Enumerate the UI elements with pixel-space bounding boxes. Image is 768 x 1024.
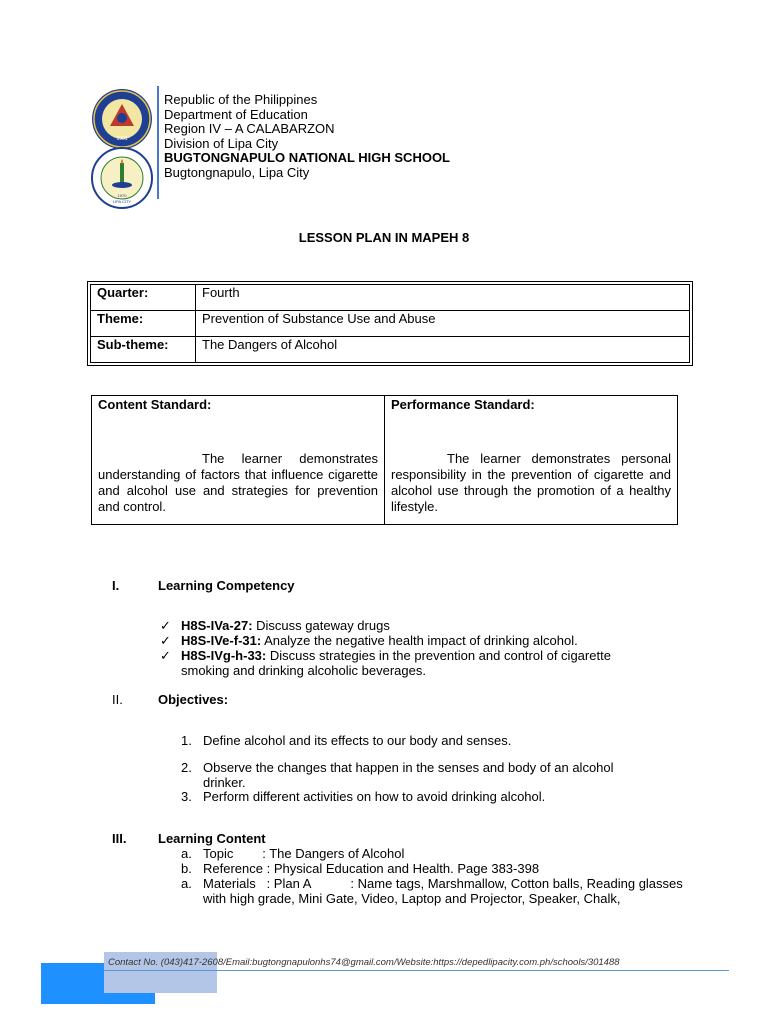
objective-text: Perform different activities on how to avoid drinking alcohol. xyxy=(203,789,546,804)
letterhead-line-republic: Republic of the Philippines xyxy=(164,92,318,107)
section-1-numeral: I. xyxy=(112,578,120,593)
list-item xyxy=(160,619,651,634)
competency-text: Analyze the negative health impact of drinking alcohol. xyxy=(261,633,578,648)
performance-standard-label: Performance Standard: xyxy=(391,397,535,412)
header-divider xyxy=(157,86,159,199)
list-item xyxy=(160,649,651,678)
letterhead-line-department: Department of Education xyxy=(164,106,308,122)
item-number: 2. xyxy=(181,760,192,775)
competency-code: H8S-IVg-h-33: xyxy=(181,648,267,663)
objective-text: Observe the changes that happen in the senses and body of an alcohol drinker. xyxy=(203,760,614,790)
content-text: Reference : Physical Education and Health. Page 383-398 xyxy=(203,861,540,876)
item-number: 1. xyxy=(181,733,192,748)
standards-table xyxy=(91,395,678,525)
school-address: Bugtongnapulo, Lipa City xyxy=(164,164,310,180)
section-3-numeral: III. xyxy=(112,831,127,846)
svg-text:LIPA CITY: LIPA CITY xyxy=(112,199,132,204)
competency-text: Discuss gateway drugs xyxy=(252,618,390,633)
item-number: 3. xyxy=(181,789,192,804)
svg-text:1901: 1901 xyxy=(116,136,128,142)
list-item xyxy=(181,761,653,790)
checkmark-icon: ✓ xyxy=(160,618,171,633)
item-letter: b. xyxy=(181,861,192,876)
table-row xyxy=(92,396,678,525)
deped-seal-logo xyxy=(91,88,153,150)
table-row xyxy=(91,337,690,363)
letterhead-line-region: Region IV – A CALABARZON xyxy=(164,121,335,136)
content-text: Materials : Plan A : Name tags, Marshmallow, Cotton balls, Reading glasses with high grade, Mini Gate, Video, Laptop and Projector, Speaker, Chalk, xyxy=(203,876,687,906)
lesson-info-table xyxy=(90,284,690,363)
list-item xyxy=(181,790,653,805)
list-item xyxy=(181,876,687,906)
section-2-numeral: II. xyxy=(112,692,123,707)
checkmark-icon: ✓ xyxy=(160,648,171,663)
theme-label: Theme: xyxy=(91,311,196,337)
subtheme-label: Sub-theme: xyxy=(91,337,196,363)
performance-standard-cell xyxy=(385,396,678,525)
quarter-value: Fourth xyxy=(196,285,690,311)
performance-standard-text: The learner demonstrates personal responsibility in the prevention of cigarette and alcohol use through the promotion of a healthy lifestyle. xyxy=(391,451,671,514)
section-1-title: Learning Competency xyxy=(158,578,295,593)
table-row xyxy=(91,285,690,311)
footer-contact: Contact No. (043)417-2608/Email:bugtongnapulonhs74@gmail.com/Website:https://depedlipacity.com.ph/schools/301488 xyxy=(108,957,620,968)
school-seal-logo xyxy=(91,147,153,209)
section-3-title: Learning Content xyxy=(158,831,266,846)
letterhead-line-division: Division of Lipa City xyxy=(164,135,279,151)
footer-rule xyxy=(104,970,729,971)
competency-code: H8S-IVe-f-31: xyxy=(181,633,262,648)
list-item xyxy=(181,846,683,861)
objective-text: Define alcohol and its effects to our body and senses. xyxy=(203,733,512,748)
list-item xyxy=(181,861,683,876)
item-letter: a. xyxy=(181,846,192,861)
quarter-label: Quarter: xyxy=(91,285,196,311)
competency-code: H8S-IVa-27: xyxy=(181,618,253,633)
content-text: Topic : The Dangers of Alcohol xyxy=(203,846,405,861)
checkmark-icon: ✓ xyxy=(160,633,171,648)
content-standard-text: The learner demonstrates understanding of factors that influence cigarette and alcohol use and strategies for prevention and control. xyxy=(98,451,378,514)
competency-text: Discuss strategies in the prevention and control of cigarette smoking and drinking alcoholic beverages. xyxy=(181,648,611,678)
content-standard-label: Content Standard: xyxy=(98,397,212,412)
list-item xyxy=(160,634,651,649)
subtheme-value: The Dangers of Alcohol xyxy=(196,337,690,363)
table-row xyxy=(91,311,690,337)
section-2-title: Objectives: xyxy=(158,692,229,707)
list-item xyxy=(181,734,653,749)
svg-text:1970: 1970 xyxy=(117,193,127,198)
theme-value: Prevention of Substance Use and Abuse xyxy=(196,311,690,337)
document-title: LESSON PLAN IN MAPEH 8 xyxy=(298,230,470,245)
letterhead xyxy=(164,93,450,180)
school-name: BUGTONGNAPULO NATIONAL HIGH SCHOOL xyxy=(164,150,450,165)
item-letter: a. xyxy=(181,876,192,891)
content-standard-cell xyxy=(92,396,385,525)
